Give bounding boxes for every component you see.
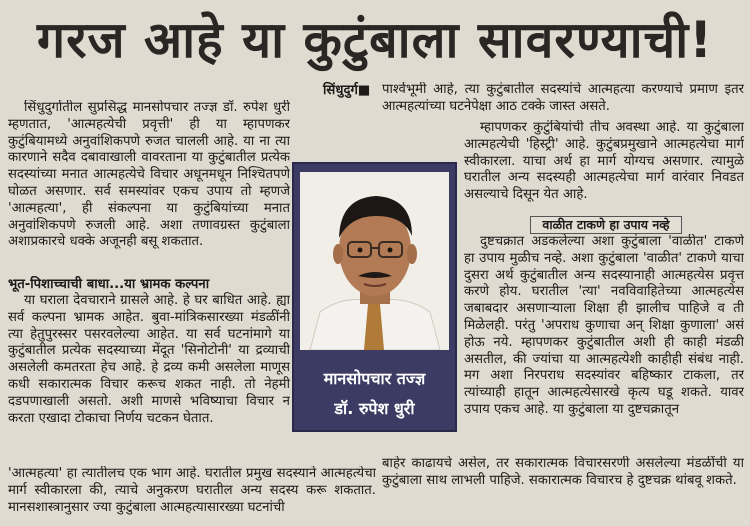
portrait-photo [300,172,449,350]
boxed-subhead: वाळीत टाकणे हा उपाय नव्हे [530,216,682,234]
right-column-para-2-wrap [464,120,744,216]
right-column-para-4-wrap [382,456,744,522]
right-column-para-1-wrap [382,82,744,118]
left-para-3: 'आत्महत्या' हा त्यातीलच एक भाग आहे. घरातील प्रमुख सदस्याने आत्महत्येचा मार्ग स्वीकारला की, त्याचे अनुकरण घरातील अन्य सदस्य करू शकतात. मानसशास्त्रानुसार ज्या कुटुंबाला आत्महत्यासारख्या घटनांची [8,466,376,515]
right-para-2: म्हापणकर कुटुंबियांची तीच अवस्था आहे. या कुटुंबाला आत्महत्येची 'हिस्ट्री' आहे. कुटुंबप्रमुखाने आत्महत्येचा मार्ग स्वीकारला. याचा अर्थ हा मार्ग योग्यच असणार. त्यामुळे घरातील अन्य सदस्यही आत्महत्येचा मार्ग वारंवार निवडत असल्याचे दिसून येत आहे. [464,120,744,203]
left-subhead: भूत-पिशाच्चाची बाधा...या भ्रामक कल्पना [8,277,210,292]
left-column-para-1-wrap [8,100,290,276]
photo-box [292,162,457,432]
headline: गरज आहे या कुटुंबाला सावरण्याची! [36,11,714,69]
left-column-para-2-wrap [8,276,290,468]
right-para-4: बाहेर काढायचे असेल, तर सकारात्मक विचारसरणी असलेल्या मंडळींची या कुटुंबाला साथ लाभली पाहिजे. सकारात्मक विचारच हे दुष्टचक्र थांबवू शकते. [382,456,744,488]
left-para-1: सिंधुदुर्गातील सुप्रसिद्ध मानसोपचार तज्ज्ञ डॉ. रुपेश धुरी म्हणतात, 'आत्महत्येची प्रवृत्ती' ही या म्हापणकर कुटुंबियामध्ये अनुवांशिकपणे रुजत चालली आहे. या ना त्या कारणाने सदैव दबावाखाली वावरताना या कुटुंबातील प्रत्येक सदस्यांच्या मनात आत्महत्येचे विचार अधूनमधून निश्चितपणे घोळत असणार. सर्व समस्यांवर एकच उपाय तो म्हणजे 'आत्महत्या', ही संकल्पना या कुटुंबियांच्या मनात अनुवांशिकपणे रुजली आहे. अशा तणावग्रस्त कुटुंबाला अशाप्रकारचे धक्के अजूनही बसू शकतात. [8,100,290,250]
photo-caption-name: डॉ. रुपेश धुरी [334,399,415,418]
dateline: सिंधुदुर्ग■ [323,83,371,98]
photo-caption-title: मानसोपचार तज्ज्ञ [323,369,426,388]
portrait-illustration [300,172,449,350]
right-column-para-3-wrap [464,234,744,456]
left-para-2: या घराला देवचाराने ग्रासले आहे. हे घर बाधित आहे. ह्या सर्व कल्पना भ्रामक आहेत. बुवा-मांत्रिकसारख्या मंडळींनी त्या हेतुपुरस्सर पसरवलेल्या आहेत. या सर्व घटनांमागे या कुटुंबातील प्रत्येक सदस्याच्या मेंदूत 'सिनोटोनी' या द्रव्याची असलेली कमतरता हेच आहे. हे द्रव्य कमी असलेला माणूस कधी सकारात्मक विचार करूच शकत नाही. तो नेहमी दडपणाखाली असतो. अशी माणसे भविष्याचा विचार न करता एखादा टोकाचा निर्णय चटकन घेतात. [8,293,290,426]
right-para-3: दुष्टचक्रात अडकलेल्या अशा कुटुंबाला 'वाळीत' टाकणे हा उपाय मुळीच नव्हे. अशा कुटुंबाला 'वाळीत' टाकणे याचा दुसरा अर्थ कुटुंबातील अन्य सदस्यानाही आत्महत्येस प्रवृत्त करणे होय. घरातील 'त्या' नवविवाहितेच्या आत्महत्येस जबाबदार असणाऱ्याला शिक्षा ही झालीच पाहिजे व ती मिळेलही. परंतु 'अपराध कुणाचा अन् शिक्षा कुणाला' असं होऊ नये. म्हापणकर कुटुंबातील अशी ही काही मंडळी असतील, की ज्यांचा या आत्महत्येशी काहीही संबंध नाही. मग अशा निरपराध सदस्यांवर बहिष्कार टाकला, तर त्यांच्याही हातून आत्महत्येसारखे कृत्य घडू शकते. यावर उपाय एकच आहे. या कुटुंबाला या दुष्टचक्रातून [464,234,744,417]
left-column-para-3-wrap [8,466,376,522]
right-para-1: पार्श्वभूमी आहे, त्या कुटुंबातील सदस्यांचे आत्महत्या करण्याचे प्रमाण इतर आत्महत्यांच्या घटनेपेक्षा आठ टक्के जास्त असते. [382,82,744,114]
